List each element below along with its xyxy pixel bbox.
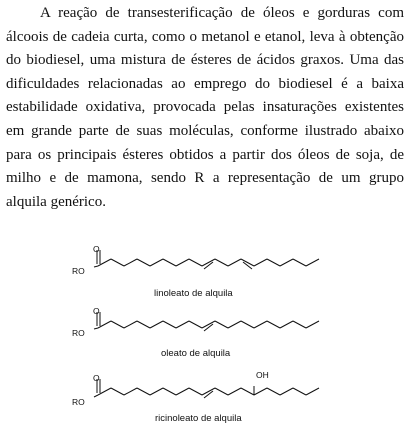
carbon-chain xyxy=(94,379,319,398)
atom-o-label: O xyxy=(93,244,100,254)
chain-bond xyxy=(137,259,150,266)
chain-bond xyxy=(150,321,163,328)
molecule-caption: oleato de alquila xyxy=(161,348,231,359)
atom-ro-label: RO xyxy=(72,266,85,276)
chain-bond xyxy=(306,259,319,266)
paragraph-line: estabilidade oxidativa, provocada pelas insaturações existentes xyxy=(6,99,404,116)
chain-bond xyxy=(293,321,306,328)
chain-bond xyxy=(176,388,189,395)
chain-bond xyxy=(189,388,202,395)
chain-bond xyxy=(241,388,254,395)
ester-bond xyxy=(94,328,98,329)
chain-bond xyxy=(280,259,293,266)
chain-bond xyxy=(111,321,124,328)
chain-bond xyxy=(267,321,280,328)
chain-bond xyxy=(150,388,163,395)
ester-bond xyxy=(94,395,98,397)
chain-bond xyxy=(215,321,228,328)
paragraph-line: para os principais ésteres obtidos a partir dos óleos de soja, de xyxy=(6,146,404,163)
paragraph-line: alquila genérico. xyxy=(6,193,106,210)
chain-bond xyxy=(228,388,241,395)
chain-bond xyxy=(111,388,124,395)
atom-o-label: O xyxy=(93,373,100,383)
chain-bond xyxy=(254,388,267,395)
carbon-chain xyxy=(94,312,319,331)
chain-bond xyxy=(228,321,241,328)
molecule-caption: ricinoleato de alquila xyxy=(155,413,242,424)
chain-bond xyxy=(306,388,319,395)
chain-bond xyxy=(254,259,267,266)
chain-bond xyxy=(163,388,176,395)
paragraph-line: milho e de mamona, sendo R a representação de um grupo xyxy=(6,170,404,187)
chain-bond xyxy=(280,321,293,328)
paragraph-line: em grande parte de suas moléculas, conforme ilustrado abaixo xyxy=(6,122,404,139)
paragraph-line: dificuldades relacionadas ao emprego do biodiesel é a baixa xyxy=(6,75,404,92)
molecule-oleato xyxy=(72,306,319,359)
chain-bond xyxy=(293,388,306,395)
chain-bond xyxy=(228,259,241,266)
chain-bond xyxy=(293,259,306,266)
molecule-ricinoleato xyxy=(72,370,319,424)
chain-bond xyxy=(176,321,189,328)
paragraph-line: A reação de transesterificação de óleos e gorduras com xyxy=(40,5,404,21)
chain-bond xyxy=(150,259,163,266)
chain-bond xyxy=(124,388,137,395)
ester-bond xyxy=(94,266,98,267)
chain-bond xyxy=(254,321,267,328)
molecule-linoleato xyxy=(72,244,319,299)
paragraph-line: álcoois de cadeia curta, como o metanol e etanol, leva à obtenção xyxy=(6,28,404,45)
chain-bond xyxy=(241,321,254,328)
paragraph-line: do biodiesel, uma mistura de ésteres de ácidos graxos. Uma das xyxy=(6,52,404,69)
chain-bond xyxy=(163,259,176,266)
chain-bond xyxy=(176,259,189,266)
chain-bond xyxy=(280,388,293,395)
chain-bond xyxy=(215,388,228,395)
chain-bond xyxy=(137,321,150,328)
chain-bond xyxy=(215,259,228,266)
carbon-chain xyxy=(94,250,319,269)
chain-bond xyxy=(124,259,137,266)
chain-bond xyxy=(189,259,202,266)
chain-bond xyxy=(163,321,176,328)
atom-ro-label: RO xyxy=(72,328,85,338)
chain-bond xyxy=(267,259,280,266)
chain-bond xyxy=(124,321,137,328)
atom-ro-label: RO xyxy=(72,397,85,407)
chain-bond xyxy=(306,321,319,328)
atom-oh-label: OH xyxy=(256,370,269,380)
atom-o-label: O xyxy=(93,306,100,316)
molecule-caption: linoleato de alquila xyxy=(154,288,233,299)
chain-bond xyxy=(189,321,202,328)
chain-bond xyxy=(111,259,124,266)
chain-bond xyxy=(267,388,280,395)
chain-bond xyxy=(137,388,150,395)
